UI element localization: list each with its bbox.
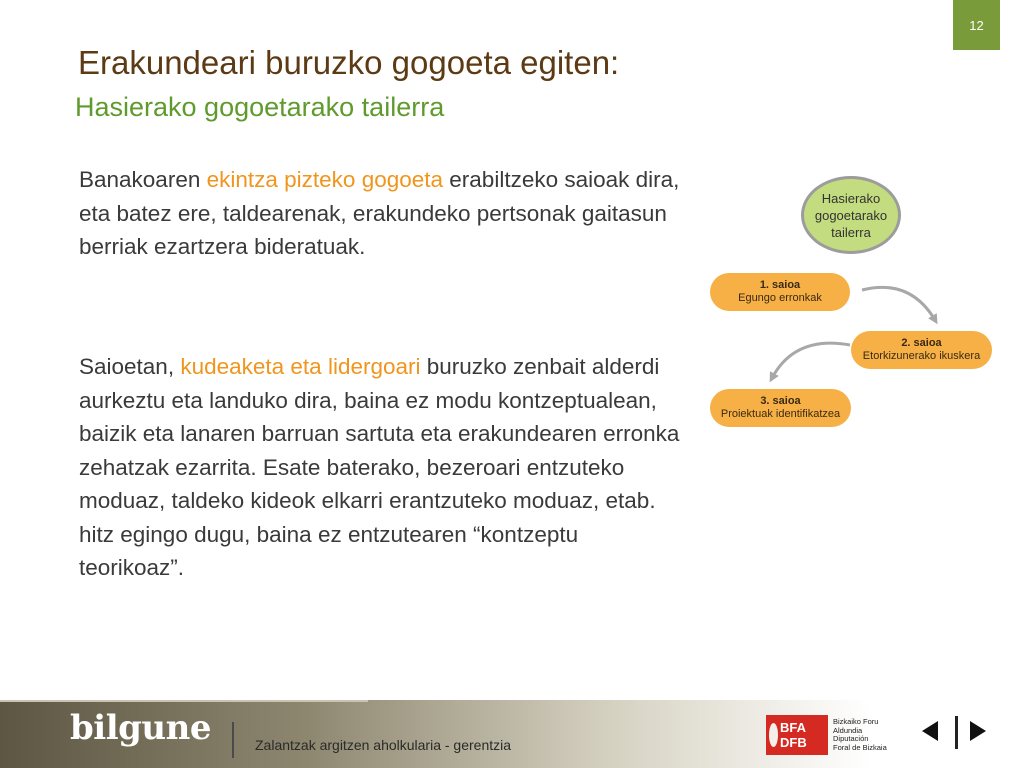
paragraph-1-text-end: erabiltzeko saioak dira, eta batez ere, taldearenak, erakundeko pertsonak gaitasun berriak ezartzera bideratuak. [79,167,680,259]
paragraph-2-highlight: kudeaketa eta lidergoari [180,354,421,379]
diagram-step-2 [851,331,992,369]
step-2-number: 2. saioa [901,337,942,349]
oval-line-3: tailerra [831,224,871,240]
paragraph-1 [79,163,689,264]
step-1-label: Egungo erronkak [738,292,822,304]
footer-top-line [0,700,368,702]
bilgune-logo: bilgune [70,708,211,748]
prev-slide-button[interactable] [920,719,940,743]
arrow-step2-to-step3 [772,343,850,378]
step-3-number: 3. saioa [760,395,801,407]
diagram-step-1 [710,273,850,311]
dfb-abbrev: DFB [780,735,807,750]
paragraph-2-text-end: buruzko zenbait alderdi aurkeztu eta landuko dira, baina ez modu kontzeptualean, baizik eta lanaren barruan sartuta eta erakundearen erronka zehatzak ezarrita. Esate baterako, bezeroari entzuteko moduaz, taldeko kideok elkarri erantzuteko moduaz, etab. hitz egingo dugu, baina ez entzutearen “kontzeptu teorikoaz”. [79,354,680,580]
next-slide-button[interactable] [968,719,988,743]
slide-title: Erakundeari buruzko gogoeta egiten: [78,44,620,81]
paragraph-2-text-start: Saioetan, [79,354,181,379]
diagram-center-oval [801,176,901,254]
triangle-left-icon [921,720,939,742]
bfa-dfb-logo [766,712,896,758]
paragraph-2 [79,350,689,585]
slide-subtitle: Hasierako gogoetarako tailerra [75,92,445,122]
step-3-label: Proiektuak identifikatzea [720,408,841,420]
diagram-step-3 [710,389,851,427]
step-2-label: Etorkizunerako ikuskera [862,350,981,362]
arrow-step1-to-step2 [862,287,935,320]
triangle-right-icon [969,720,987,742]
step-1-number: 1. saioa [759,279,801,291]
paragraph-1-highlight: ekintza pizteko gogoeta [206,167,444,192]
bfa-name-2: Aldundia [833,725,863,735]
bfa-name-1: Bizkaiko Foru [833,717,879,726]
bfa-emblem [766,715,828,755]
oval-line-2: gogoetarako [814,207,888,223]
bfa-name-3: Diputación [833,734,869,743]
footer-divider [232,722,234,758]
slide-number: 12 [953,0,1000,50]
workshop-diagram [700,170,1000,440]
bfa-abbrev: BFA [780,720,806,735]
footer-tagline: Zalantzak argitzen aholkularia - gerentzia [255,737,512,753]
oval-line-1: Hasierako [821,190,881,206]
nav-separator [955,716,958,749]
bfa-name-4: Foral de Bizkaia [833,742,887,752]
bfa-names [833,718,887,752]
paragraph-1-text-start: Banakoaren [79,167,207,192]
